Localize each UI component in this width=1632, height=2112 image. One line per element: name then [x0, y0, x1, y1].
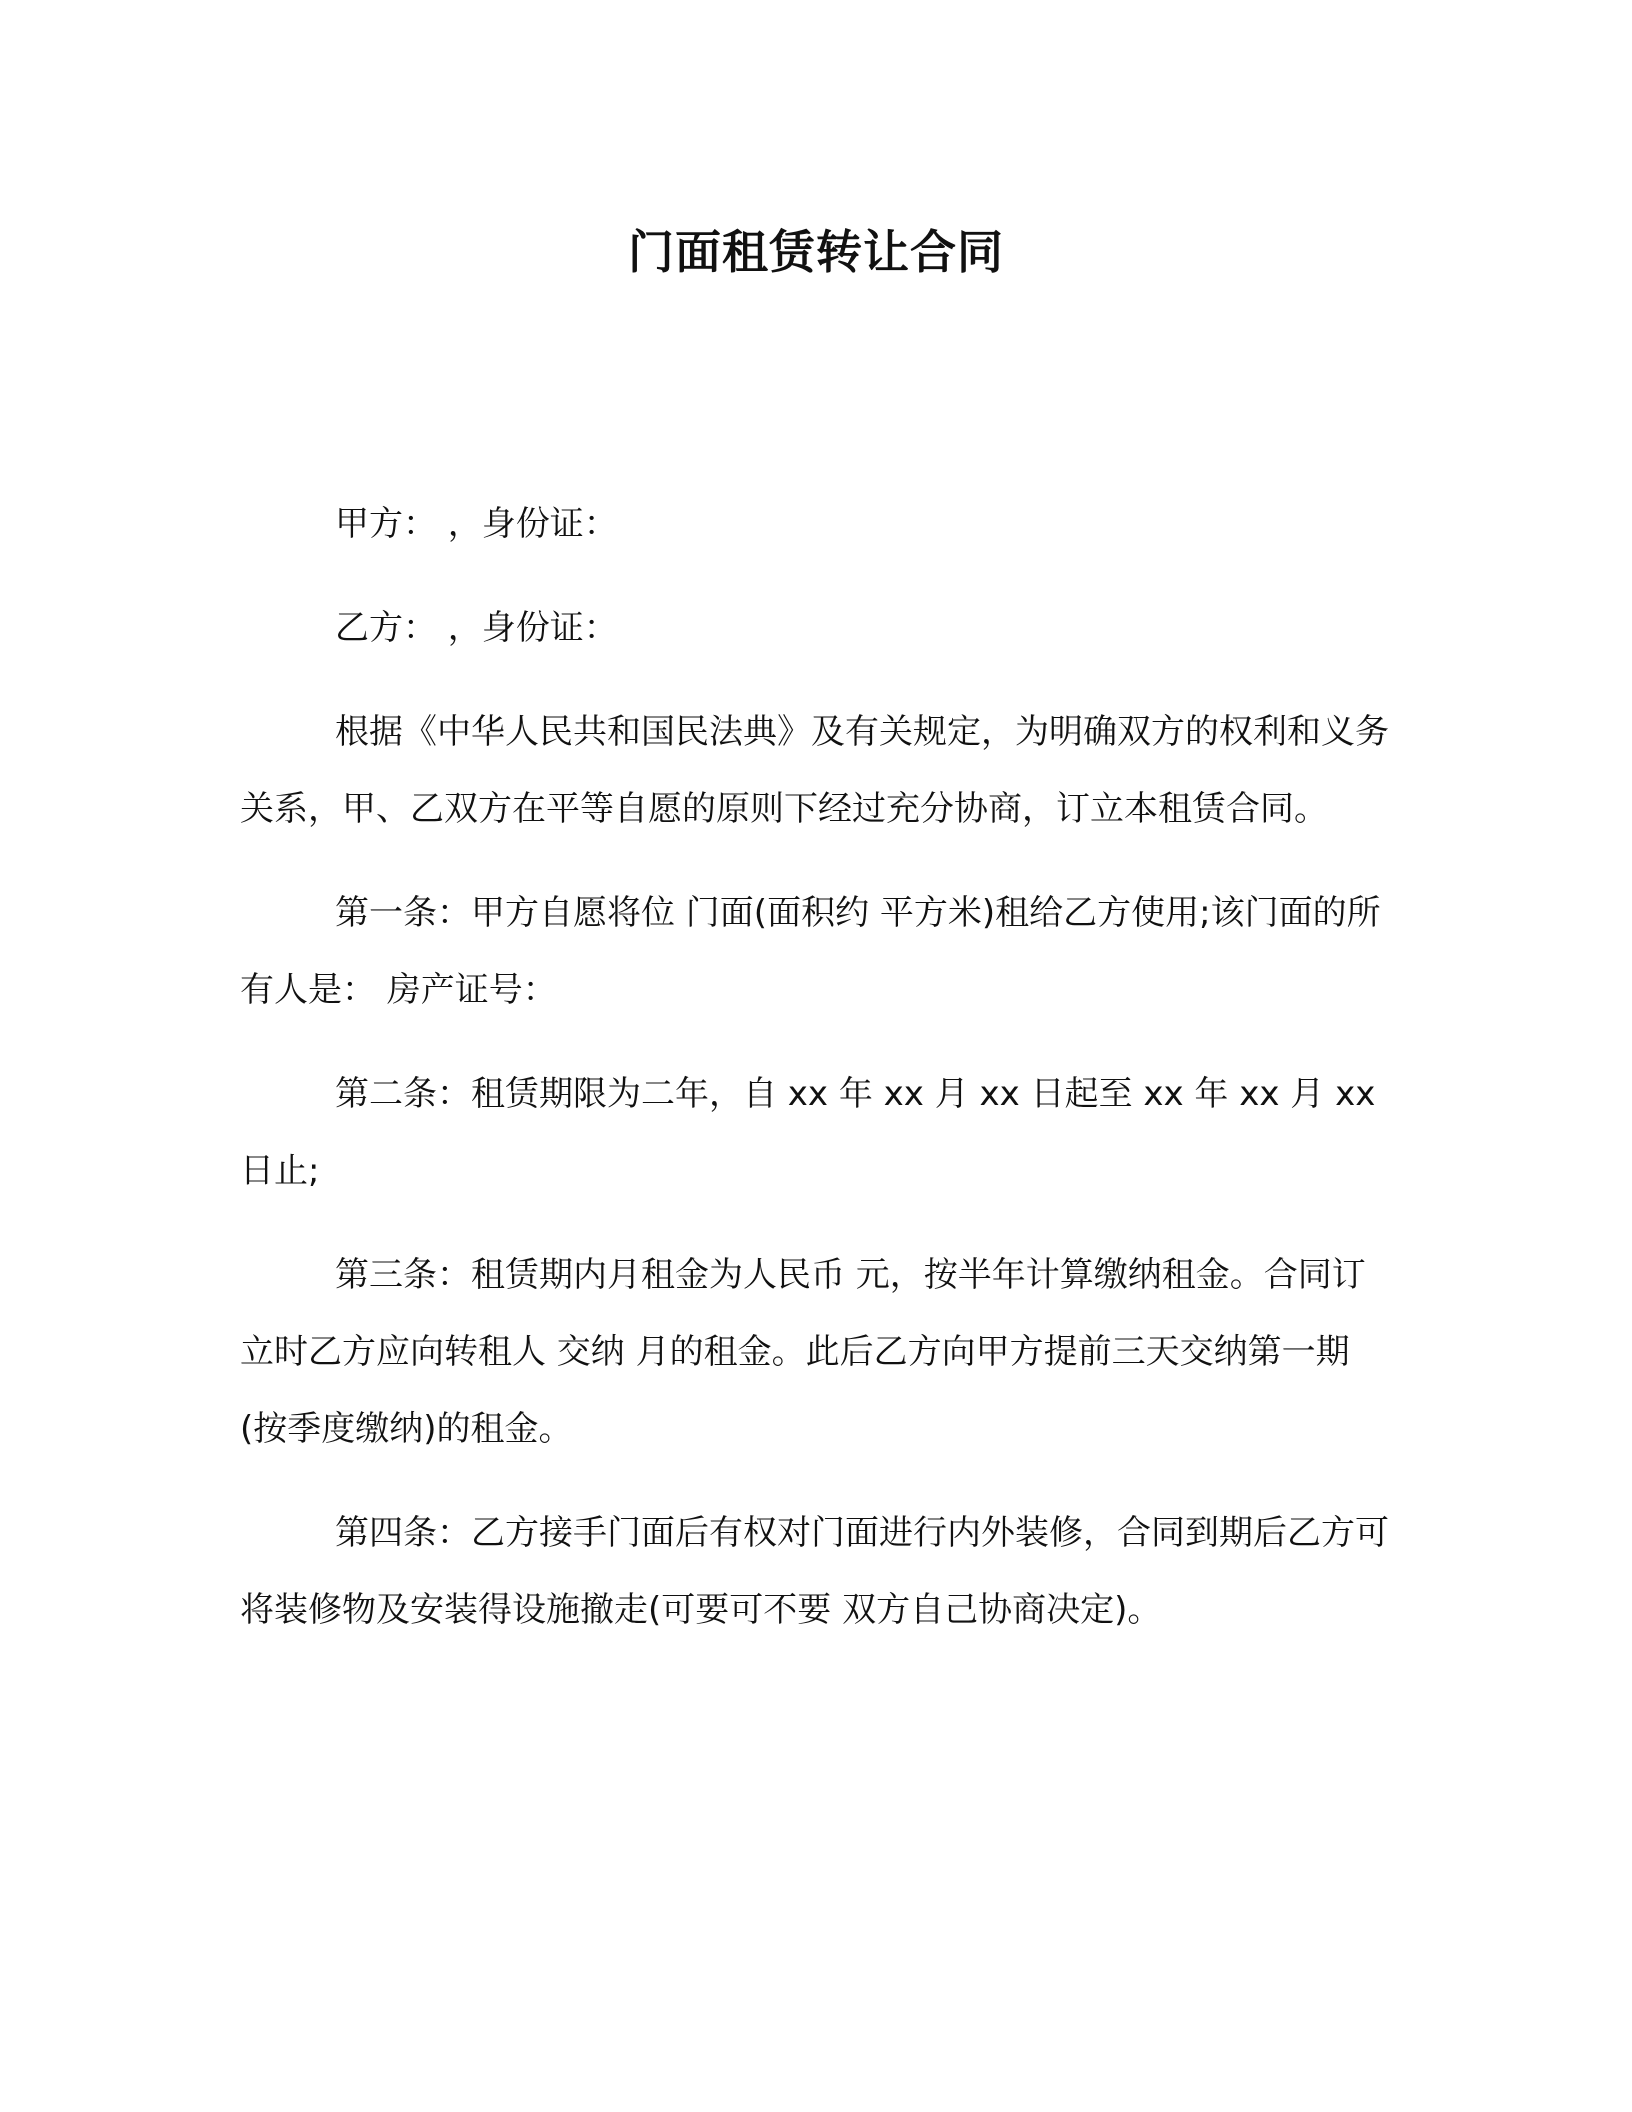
- document-title: 门面租赁转让合同: [628, 225, 1004, 279]
- party-b-line: 乙方： ，身份证：: [335, 608, 618, 648]
- article-4: 第四条：乙方接手门面后有权对门面进行内外装修，合同到期后乙方可将装修物及安装得设施撤走(可要可不要 双方自己协商决定)。: [240, 1513, 1389, 1630]
- document-body: [240, 486, 1390, 1676]
- article-3: 第三条：租赁期内月租金为人民币 元，按半年计算缴纳租金。合同订立时乙方应向转租人 交纳 月的租金。此后乙方向甲方提前三天交纳第一期(按季度缴纳)的租金。: [240, 1255, 1366, 1449]
- party-a-line: 甲方： ，身份证：: [335, 504, 618, 544]
- article-2: 第二条：租赁期限为二年，自 xx 年 xx 月 xx 日起至 xx 年 xx 月 xx 日止;: [240, 1074, 1376, 1191]
- article-1: 第一条：甲方自愿将位 门面(面积约 平方米)租给乙方使用;该门面的所有人是： 房产证号：: [240, 893, 1381, 1010]
- preamble-paragraph: 根据《中华人民共和国民法典》及有关规定，为明确双方的权利和义务关系，甲、乙双方在平等自愿的原则下经过充分协商，订立本租赁合同。: [240, 712, 1389, 829]
